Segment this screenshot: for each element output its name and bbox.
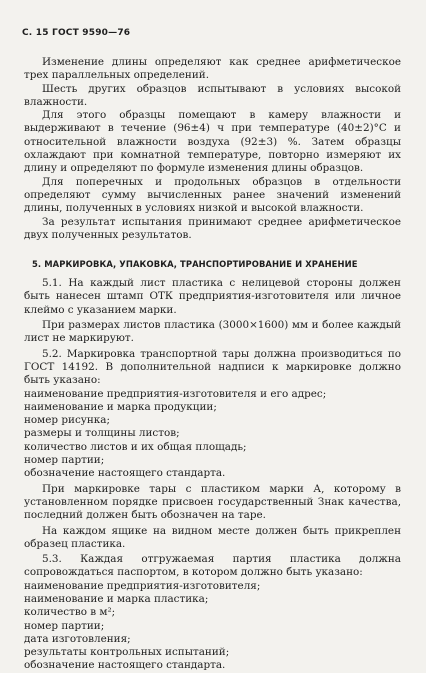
paragraph: При маркировке тары с пластиком марки А, которому в установленном порядке присвоен государственный Знак качества, последний должен быть обозначен на таре. [24,482,401,522]
list-item: номер рисунка; [24,414,110,427]
list-item: наименование предприятия-изготовителя и его адрес; [24,387,327,400]
list-item: наименование предприятия-изготовителя; [24,579,261,592]
paragraph: Для поперечных и продольных образцов в отдельности определяют сумму вычисленных ранее значений изменений длины, полученных в условиях низкой и высокой влажности. [24,175,401,215]
list-item: номер партии; [24,454,105,467]
paragraph-5-2: 5.2. Маркировка транспортной тары должна производиться по ГОСТ 14192. В дополнительной надписи к маркировке должно быть указано: [24,347,401,387]
list-item: количество листов и их общая площадь; [24,440,247,453]
paragraph: За результат испытания принимают среднее арифметическое двух полученных результатов. [24,215,401,241]
page-header: С. 15 ГОСТ 9590—76 [22,28,131,38]
passport-list [24,580,401,673]
paragraph: Шесть других образцов испытывают в условиях высокой влажности. [24,82,401,108]
list-item: наименование и марка продукции; [24,400,217,413]
list-item: дата изготовления; [24,632,131,645]
list-item: результаты контрольных испытаний; [24,646,230,659]
section-title: 5. МАРКИРОВКА, УПАКОВКА, ТРАНСПОРТИРОВАНИЕ И ХРАНЕНИЕ [32,259,358,270]
paragraph: Изменение длины определяют как среднее арифметическое трех параллельных определений. [24,56,401,82]
marking-list [24,388,401,481]
paragraph-5-3: 5.3. Каждая отгружаемая партия пластика должна сопровождаться паспортом, в котором должно быть указано: [24,553,401,579]
paragraph: При размерах листов пластика (3000×1600) мм и более каждый лист не маркируют. [24,319,401,345]
paragraph: На каждом ящике на видном месте должен быть прикреплен образец пластика. [24,524,401,550]
list-item: обозначение настоящего стандарта. [24,467,226,480]
list-item: количество в м²; [24,606,116,619]
list-item: наименование и марка пластика; [24,592,209,605]
paragraph-5-1: 5.1. На каждый лист пластика с нелицевой стороны должен быть нанесен штамп ОТК предприятия-изготовителя или личное клеймо с указанием марки. [24,277,401,316]
list-item: размеры и толщины листов; [24,427,180,440]
list-item: номер партии; [24,619,105,632]
paragraph: Для этого образцы помещают в камеру влажности и выдерживают в течение (96±4) ч при температуре (40±2)°C и относительной влажности воздуха (92±3) %. Затем образцы охлаждают при комнатной температуре, повторно измеряют их длину и определяют по формуле изменения длины образцов. [24,109,401,175]
document-body [24,56,401,673]
list-item: обозначение настоящего стандарта. [24,659,226,672]
